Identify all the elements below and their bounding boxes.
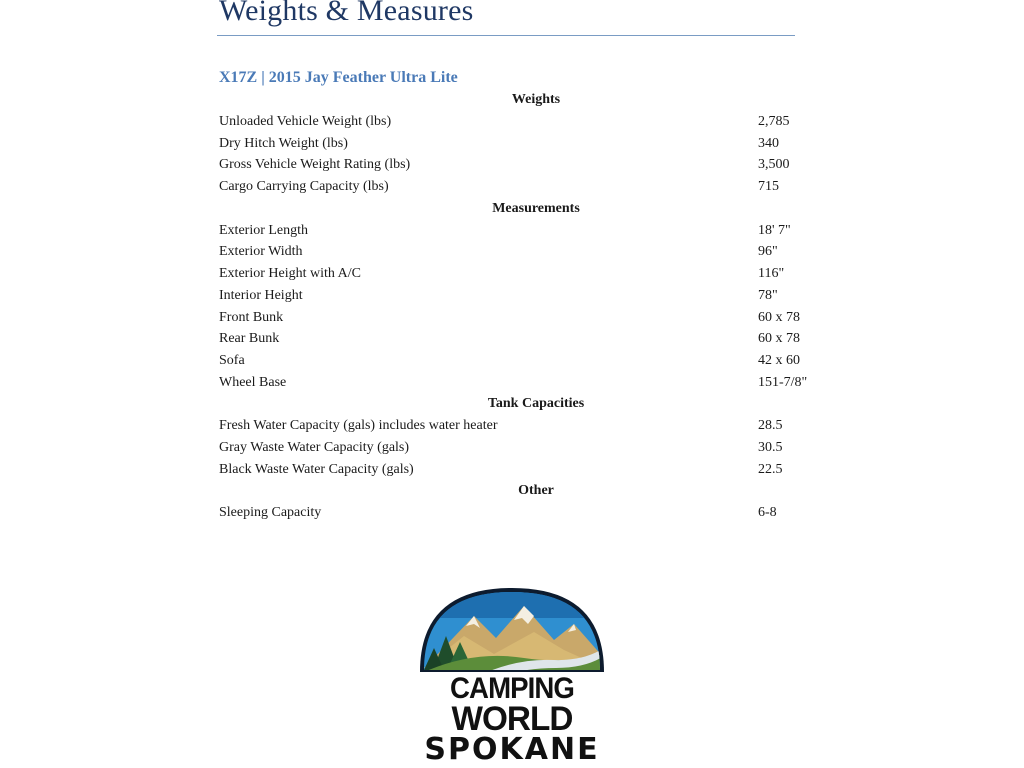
spec-row: [219, 415, 819, 437]
spec-row: [219, 459, 819, 481]
spec-value: 28.5: [758, 418, 783, 434]
spec-row: [219, 176, 819, 198]
section-heading-weights: Weights: [511, 92, 561, 107]
mountain-landscape-icon: [404, 588, 620, 678]
spec-table: [219, 89, 819, 524]
spec-row: [219, 307, 819, 329]
spec-label: Front Bunk: [219, 309, 284, 325]
spec-row: [219, 220, 819, 242]
logo-text-spokane: SPOKANE: [424, 732, 600, 767]
spec-value: 2,785: [758, 114, 790, 129]
spec-value: 151-7/8": [758, 374, 808, 390]
model-subtitle: X17Z | 2015 Jay Feather Ultra Lite: [219, 69, 458, 86]
spec-row: [219, 154, 819, 176]
spec-value: 18' 7": [758, 222, 791, 238]
spec-label: Gray Waste Water Capacity (gals): [219, 439, 410, 455]
spec-value: 78": [758, 287, 778, 303]
spec-row: [219, 350, 819, 372]
logo-text-world: WORLD: [451, 700, 573, 738]
spec-label: Dry Hitch Weight (lbs): [219, 135, 348, 151]
camping-world-logo: [404, 588, 620, 768]
spec-value: 96": [758, 244, 778, 260]
spec-value: 60 x 78: [758, 309, 800, 325]
page-title: Weights & Measures: [219, 0, 474, 27]
spec-value: 715: [758, 179, 779, 195]
logo-text-camping: CAMPING: [450, 672, 574, 705]
spec-row: [219, 133, 819, 155]
spec-label: Exterior Width: [219, 244, 303, 260]
spec-label: Gross Vehicle Weight Rating (lbs): [219, 157, 411, 173]
spec-label: Rear Bunk: [219, 331, 280, 347]
spec-row: [219, 328, 819, 350]
spec-value: 3,500: [758, 157, 790, 173]
spec-value: 60 x 78: [758, 331, 800, 347]
section-heading-tank-capacities: Tank Capacities: [487, 396, 585, 412]
spec-row: [219, 241, 819, 263]
spec-label: Interior Height: [219, 287, 303, 303]
spec-row: [219, 111, 819, 133]
spec-label: Wheel Base: [219, 374, 287, 390]
spec-value: 340: [758, 135, 779, 151]
spec-value: 22.5: [758, 461, 783, 477]
spec-row: [219, 437, 819, 459]
spec-label: Black Waste Water Capacity (gals): [219, 461, 414, 477]
title-divider: [217, 35, 795, 36]
spec-value: 116": [758, 266, 785, 282]
spec-row: [219, 285, 819, 307]
spec-value: 30.5: [758, 439, 783, 455]
spec-value: 6-8: [758, 505, 777, 521]
spec-label: Fresh Water Capacity (gals) includes water heater: [219, 418, 498, 434]
spec-label: Unloaded Vehicle Weight (lbs): [219, 114, 392, 129]
spec-label: Sofa: [219, 352, 245, 368]
spec-row: [219, 372, 819, 394]
spec-row: [219, 263, 819, 285]
spec-value: 42 x 60: [758, 352, 800, 368]
spec-label: Sleeping Capacity: [219, 505, 322, 521]
section-heading-other: Other: [518, 483, 554, 499]
spec-label: Exterior Length: [219, 222, 309, 238]
section-heading-measurements: Measurements: [492, 200, 580, 216]
spec-row: [219, 502, 819, 524]
spec-label: Cargo Carrying Capacity (lbs): [219, 179, 389, 195]
spec-label: Exterior Height with A/C: [219, 266, 361, 282]
